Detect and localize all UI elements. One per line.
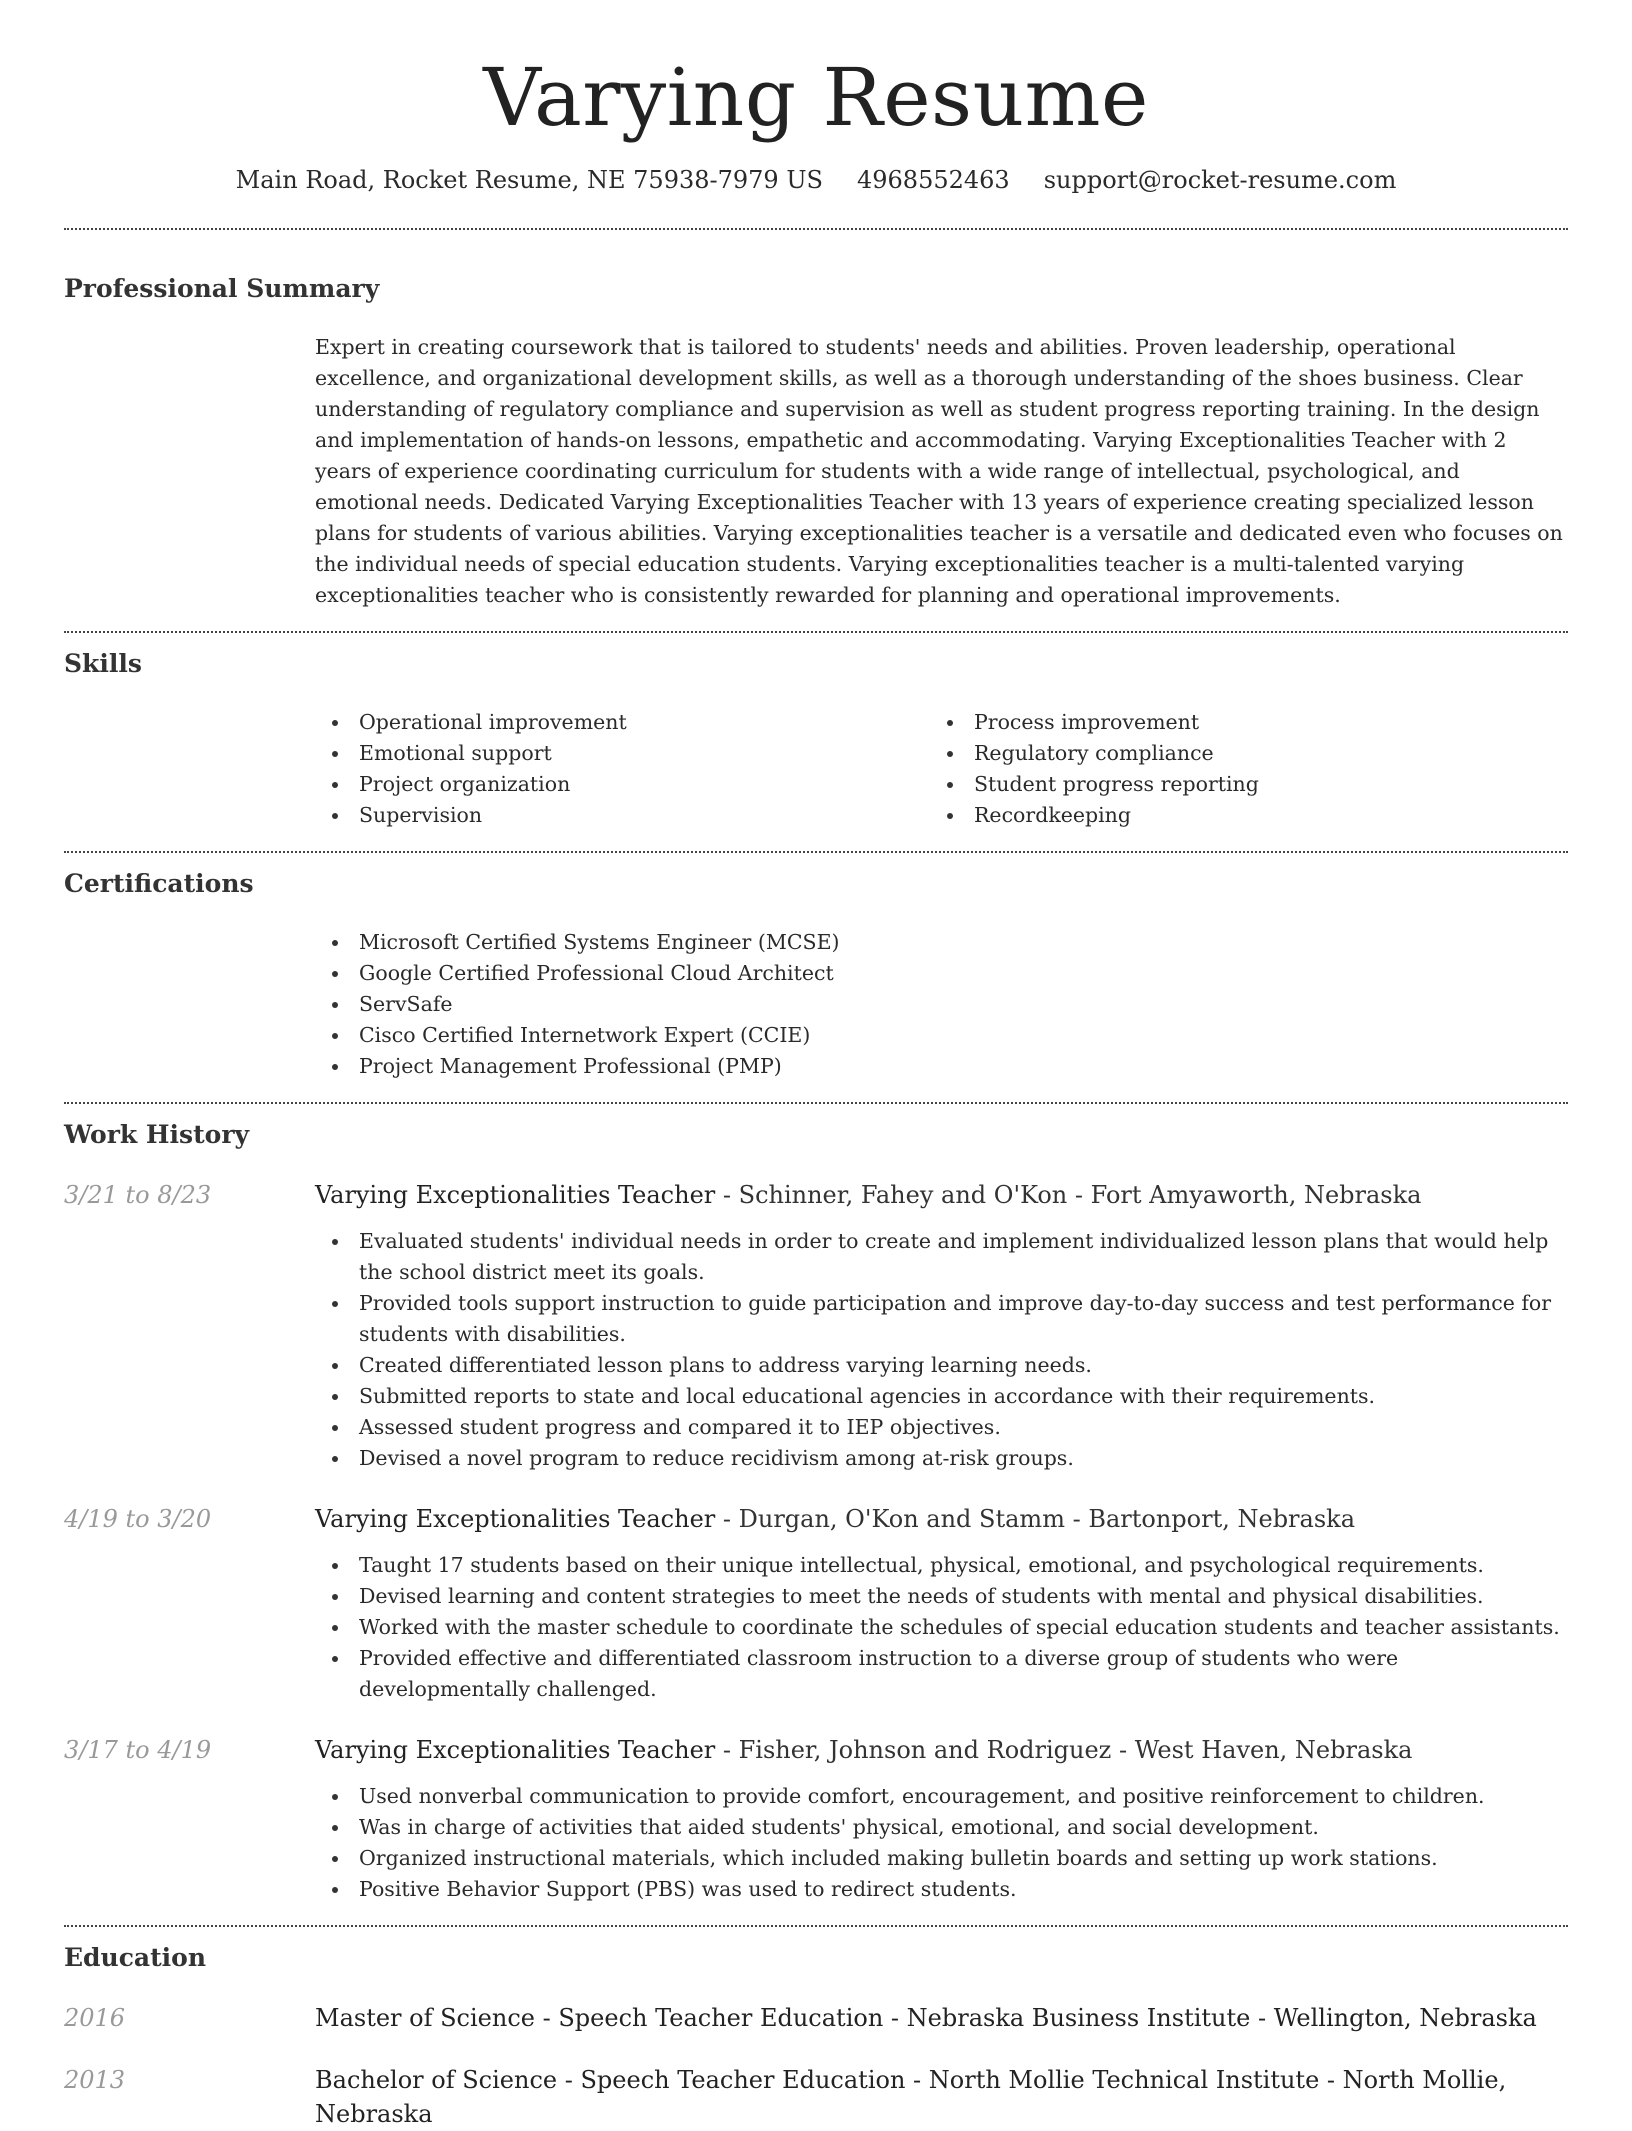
job-bullet: Worked with the master schedule to coordinate the schedules of special education students and teacher assistants.	[315, 1612, 1568, 1643]
skill-item: Project organization	[315, 769, 930, 800]
job-bullet: Provided effective and differentiated classroom instruction to a diverse group of students who were developmentally challenged.	[315, 1643, 1568, 1705]
job-employer: Durgan, O'Kon and Stamm	[738, 1505, 1065, 1533]
job-dates: 3/17 to 4/19	[64, 1736, 212, 1764]
job-bullet: Taught 17 students based on their unique intellectual, physical, emotional, and psychological requirements.	[315, 1550, 1568, 1581]
education-field: Speech Teacher Education	[580, 2066, 906, 2094]
job-entry	[64, 1502, 1568, 1705]
job-role: Varying Exceptionalities Teacher	[315, 1505, 716, 1533]
certifications-title: Certifications	[64, 869, 254, 898]
job-bullet: Submitted reports to state and local educational agencies in accordance with their requirements.	[315, 1381, 1568, 1412]
job-bullet: Devised a novel program to reduce recidivism among at-risk groups.	[315, 1443, 1568, 1474]
certification-item: Project Management Professional (PMP)	[315, 1051, 1568, 1082]
job-bullet: Assessed student progress and compared it to IEP objectives.	[315, 1412, 1568, 1443]
summary-divider	[64, 631, 1568, 633]
summary-title: Professional Summary	[64, 274, 380, 303]
certification-item: Google Certified Professional Cloud Architect	[315, 958, 1568, 989]
education-degree: Master of Science	[315, 2004, 535, 2032]
education-heading: Master of Science - Speech Teacher Education - Nebraska Business Institute - Wellington, Nebraska	[315, 2004, 1537, 2032]
job-location: West Haven, Nebraska	[1134, 1736, 1413, 1764]
contact-line	[64, 166, 1568, 194]
resume-header	[64, 0, 1568, 194]
education-school: Nebraska Business Institute	[906, 2004, 1251, 2032]
resume-name: Varying Resume	[483, 51, 1149, 144]
job-details	[315, 1502, 1568, 1705]
job-employer: Schinner, Fahey and O'Kon	[738, 1181, 1068, 1209]
job-employer: Fisher, Johnson and Rodriguez	[738, 1736, 1112, 1764]
certifications-divider	[64, 1102, 1568, 1104]
skill-item: Operational improvement	[315, 707, 930, 738]
job-location: Fort Amyaworth, Nebraska	[1090, 1181, 1422, 1209]
job-entry	[64, 1178, 1568, 1474]
certification-item: Cisco Certified Internetwork Expert (CCIE)	[315, 1020, 1568, 1051]
job-dates: 3/21 to 8/23	[64, 1181, 212, 1209]
certification-item: Microsoft Certified Systems Engineer (MCSE)	[315, 927, 1568, 958]
skill-item: Student progress reporting	[930, 769, 1545, 800]
education-field: Speech Teacher Education	[558, 2004, 884, 2032]
education-year: 2013	[64, 2066, 126, 2094]
skill-item: Process improvement	[930, 707, 1545, 738]
contact-address: Main Road, Rocket Resume, NE 75938-7979 US	[235, 166, 823, 194]
education-location: North Mollie, Nebraska	[315, 2066, 1507, 2128]
resume-page	[64, 0, 1568, 2128]
certifications-section	[64, 869, 1568, 1082]
education-entry	[64, 2001, 1568, 2035]
education-heading: Bachelor of Science - Speech Teacher Education - North Mollie Technical Institute - North Mollie, Nebraska	[315, 2066, 1507, 2128]
education-year: 2016	[64, 2004, 126, 2032]
job-bullet: Organized instructional materials, which included making bulletin boards and setting up work stations.	[315, 1843, 1568, 1874]
job-details	[315, 1178, 1568, 1474]
education-section	[64, 1943, 1568, 2131]
job-bullet: Devised learning and content strategies to meet the needs of students with mental and physical disabilities.	[315, 1581, 1568, 1612]
skills-divider	[64, 851, 1568, 853]
contact-email: support@rocket-resume.com	[1043, 166, 1397, 194]
skills-grid	[315, 707, 1568, 831]
education-title: Education	[64, 1943, 207, 1972]
job-bullet: Was in charge of activities that aided students' physical, emotional, and social development.	[315, 1812, 1568, 1843]
job-role: Varying Exceptionalities Teacher	[315, 1181, 716, 1209]
skill-item: Supervision	[315, 800, 930, 831]
job-details	[315, 1733, 1568, 1905]
certification-item: ServSafe	[315, 989, 1568, 1020]
job-bullet: Evaluated students' individual needs in order to create and implement individualized lesson plans that would help the school district meet its goals.	[315, 1226, 1568, 1288]
job-role: Varying Exceptionalities Teacher	[315, 1736, 716, 1764]
contact-phone: 4968552463	[857, 166, 1010, 194]
skills-list-left	[315, 707, 930, 831]
work-history-divider	[64, 1925, 1568, 1927]
certifications-list	[315, 927, 1568, 1082]
summary-text: Expert in creating coursework that is tailored to students' needs and abilities. Proven leadership, operational excellence, and organizational development skills, as well as a thorough understanding of the shoes business. Clear understanding of regulatory compliance and supervision as well as student progress reporting training. In the design and implementation of hands-on lessons, empathetic and accommodating. Varying Exceptionalities Teacher with 2 years of experience coordinating curriculum for students with a wide range of intellectual, psychological, and emotional needs. Dedicated Varying Exceptionalities Teacher with 13 years of experience creating specialized lesson plans for students of various abilities. Varying exceptionalities teacher is a versatile and dedicated even who focuses on the individual needs of special education students. Varying exceptionalities teacher is a multi-talented varying exceptionalities teacher who is consistently rewarded for planning and operational improvements.	[315, 335, 1563, 607]
education-degree: Bachelor of Science	[315, 2066, 558, 2094]
job-bullets	[315, 1550, 1568, 1705]
job-bullets	[315, 1781, 1568, 1905]
skill-item: Regulatory compliance	[930, 738, 1545, 769]
job-heading: Varying Exceptionalities Teacher - Schinner, Fahey and O'Kon - Fort Amyaworth, Nebraska	[315, 1181, 1422, 1209]
job-bullet: Provided tools support instruction to guide participation and improve day-to-day success and test performance for students with disabilities.	[315, 1288, 1568, 1350]
work-history-section	[64, 1120, 1568, 1905]
job-heading: Varying Exceptionalities Teacher - Durgan, O'Kon and Stamm - Bartonport, Nebraska	[315, 1505, 1355, 1533]
education-entry	[64, 2063, 1568, 2131]
job-heading: Varying Exceptionalities Teacher - Fisher, Johnson and Rodriguez - West Haven, Nebraska	[315, 1736, 1413, 1764]
skills-list-right	[930, 707, 1545, 831]
skill-item: Emotional support	[315, 738, 930, 769]
work-history-title: Work History	[64, 1120, 250, 1149]
skill-item: Recordkeeping	[930, 800, 1545, 831]
skills-section	[64, 649, 1568, 831]
job-bullet: Used nonverbal communication to provide comfort, encouragement, and positive reinforcement to children.	[315, 1781, 1568, 1812]
education-school: North Mollie Technical Institute	[928, 2066, 1320, 2094]
job-bullets	[315, 1226, 1568, 1474]
education-location: Wellington, Nebraska	[1273, 2004, 1537, 2032]
job-dates: 4/19 to 3/20	[64, 1505, 212, 1533]
job-location: Bartonport, Nebraska	[1088, 1505, 1355, 1533]
job-bullet: Positive Behavior Support (PBS) was used to redirect students.	[315, 1874, 1568, 1905]
header-divider	[64, 228, 1568, 230]
job-bullet: Created differentiated lesson plans to address varying learning needs.	[315, 1350, 1568, 1381]
skills-title: Skills	[64, 649, 142, 678]
summary-section	[64, 274, 1568, 611]
job-entry	[64, 1733, 1568, 1905]
